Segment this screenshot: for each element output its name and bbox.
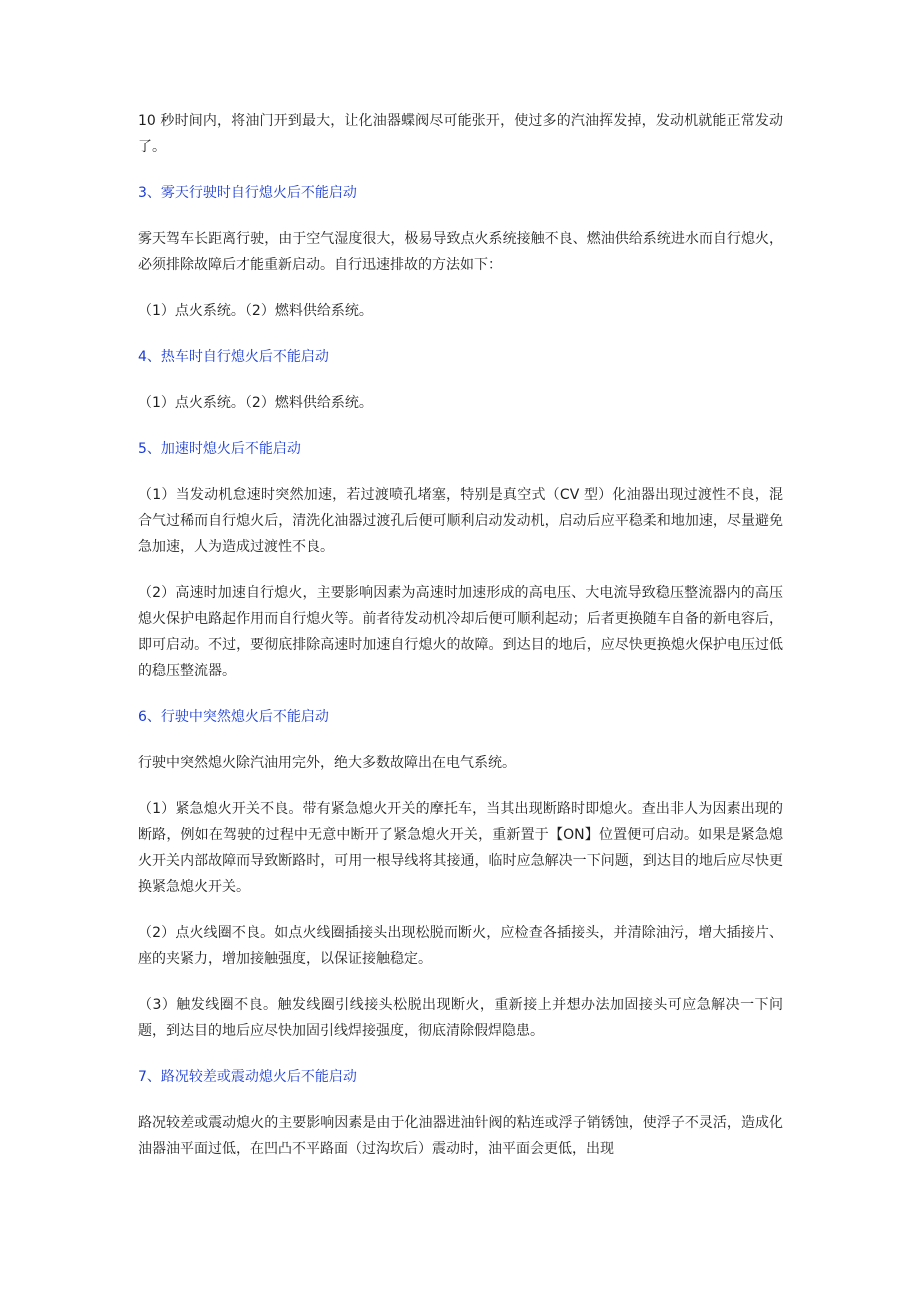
- paragraph: （3）触发线圈不良。触发线圈引线接头松脱出现断火，重新接上并想办法加固接头可应急解决一下问题，到达目的地后应尽快加固引线焊接强度，彻底清除假焊隐患。: [138, 997, 783, 1039]
- section-heading-7: 7、路况较差或震动熄火后不能启动: [138, 1069, 357, 1085]
- paragraph: （1）当发动机怠速时突然加速，若过渡喷孔堵塞，特别是真空式（CV 型）化油器出现过渡性不良，混合气过稀而自行熄火后，清洗化油器过渡孔后便可顺利启动发动机，启动后应平稳柔和地加速，尽量避免急加速，人为造成过渡性不良。: [138, 487, 783, 555]
- section-heading-3: 3、雾天行驶时自行熄火后不能启动: [138, 185, 357, 201]
- paragraph: （2）高速时加速自行熄火，主要影响因素为高速时加速形成的高电压、大电流导致稳压整流器内的高压熄火保护电路起作用而自行熄火等。前者待发动机冷却后便可顺利起动；后者更换随车自备的新电容后，即可启动。不过，要彻底排除高速时加速自行熄火的故障。到达目的地后，应尽快更换熄火保护电压过低的稳压整流器。: [138, 585, 783, 679]
- paragraph: 雾天驾车长距离行驶，由于空气湿度很大，极易导致点火系统接触不良、燃油供给系统进水而自行熄火，必须排除故障后才能重新启动。自行迅速排故的方法如下：: [138, 231, 783, 273]
- section-heading-4: 4、热车时自行熄火后不能启动: [138, 349, 329, 365]
- paragraph: 行驶中突然熄火除汽油用完外，绝大多数故障出在电气系统。: [138, 755, 516, 771]
- paragraph: （1）点火系统。（2）燃料供给系统。: [138, 303, 373, 319]
- paragraph: 路况较差或震动熄火的主要影响因素是由于化油器进油针阀的粘连或浮子销锈蚀，使浮子不灵活，造成化油器油平面过低，在凹凸不平路面（过沟坎后）震动时，油平面会更低，出现: [138, 1115, 783, 1157]
- paragraph-continuation: 10 秒时间内，将油门开到最大，让化油器蝶阀尽可能张开，使过多的汽油挥发掉，发动机就能正常发动了。: [138, 113, 783, 155]
- paragraph: （2）点火线圈不良。如点火线圈插接头出现松脱而断火，应检查各插接头，并清除油污，增大插接片、座的夹紧力，增加接触强度，以保证接触稳定。: [138, 925, 783, 967]
- section-heading-5: 5、加速时熄火后不能启动: [138, 441, 301, 457]
- section-heading-6: 6、行驶中突然熄火后不能启动: [138, 709, 329, 725]
- paragraph: （1）紧急熄火开关不良。带有紧急熄火开关的摩托车，当其出现断路时即熄火。查出非人为因素出现的断路，例如在驾驶的过程中无意中断开了紧急熄火开关，重新置于【ON】位置便可启动。如果是紧急熄火开关内部故障而导致断路时，可用一根导线将其接通，临时应急解决一下问题，到达目的地后应尽快更换紧急熄火开关。: [138, 801, 783, 895]
- paragraph: （1）点火系统。（2）燃料供给系统。: [138, 395, 373, 411]
